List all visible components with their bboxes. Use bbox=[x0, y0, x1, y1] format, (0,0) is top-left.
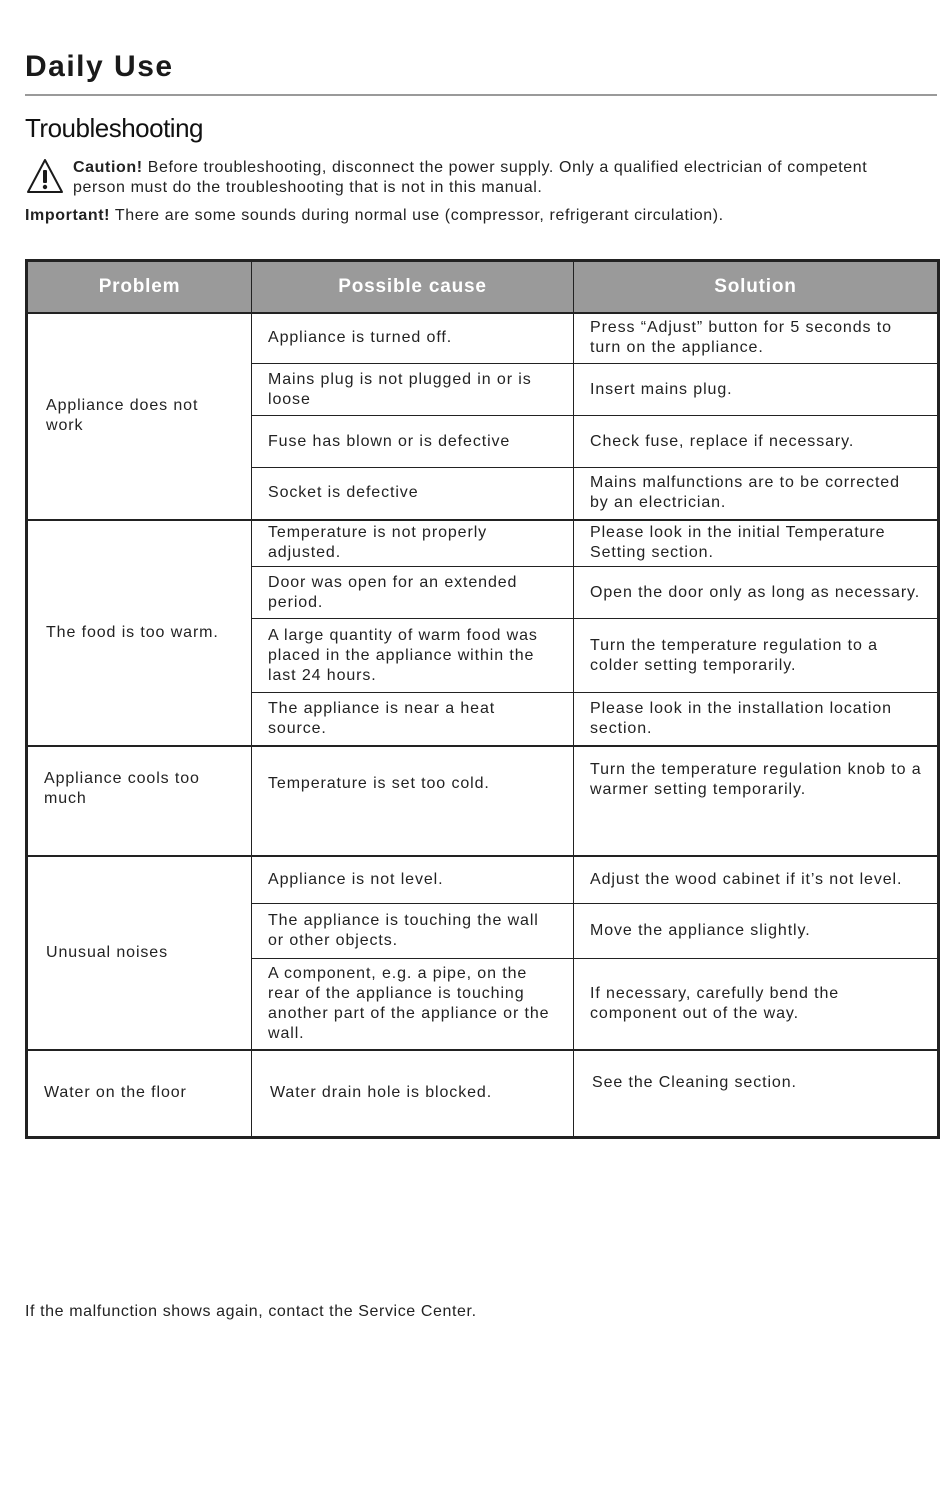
cause-cell: Water drain hole is blocked. bbox=[252, 1050, 574, 1138]
solution-cell: Press “Adjust” button for 5 seconds to turn on the appliance. bbox=[574, 313, 939, 364]
caution-body: Before troubleshooting, disconnect the power supply. Only a qualified electrician of competent person must do the troubleshooting that is not in this manual. bbox=[73, 159, 868, 196]
warning-triangle-icon bbox=[26, 158, 64, 194]
cause-cell: Appliance is turned off. bbox=[252, 313, 574, 364]
solution-cell: Please look in the initial Temperature Setting section. bbox=[574, 520, 939, 567]
table-row bbox=[27, 1050, 939, 1138]
table-header-row bbox=[27, 261, 939, 313]
solution-cell: Mains malfunctions are to be corrected by an electrician. bbox=[574, 468, 939, 520]
solution-cell: If necessary, carefully bend the component out of the way. bbox=[574, 959, 939, 1050]
problem-cell: Appliance does not work bbox=[27, 313, 252, 520]
caution-notice bbox=[73, 158, 913, 198]
important-label: Important! bbox=[25, 207, 111, 224]
cause-cell: Fuse has blown or is defective bbox=[252, 416, 574, 468]
cause-cell: A large quantity of warm food was placed in the appliance within the last 24 hours. bbox=[252, 619, 574, 693]
title-divider bbox=[25, 94, 937, 96]
cause-cell: A component, e.g. a pipe, on the rear of the appliance is touching another part of the appliance or the wall. bbox=[252, 959, 574, 1050]
important-notice bbox=[25, 206, 925, 226]
column-header-problem: Problem bbox=[27, 261, 252, 313]
cause-cell: Door was open for an extended period. bbox=[252, 567, 574, 619]
solution-cell: Move the appliance slightly. bbox=[574, 904, 939, 959]
cause-cell: Appliance is not level. bbox=[252, 856, 574, 904]
problem-cell: Water on the floor bbox=[27, 1050, 252, 1138]
page-title: Daily Use bbox=[25, 50, 174, 83]
footer-note: If the malfunction shows again, contact the Service Center. bbox=[25, 1303, 477, 1320]
cause-cell: The appliance is touching the wall or other objects. bbox=[252, 904, 574, 959]
solution-cell: See the Cleaning section. bbox=[574, 1050, 939, 1138]
problem-cell: The food is too warm. bbox=[27, 520, 252, 746]
column-header-cause: Possible cause bbox=[252, 261, 574, 313]
cause-cell: Temperature is set too cold. bbox=[252, 746, 574, 856]
solution-cell: Turn the temperature regulation knob to a warmer setting temporarily. bbox=[574, 746, 939, 856]
table-row bbox=[27, 746, 939, 856]
cause-cell: The appliance is near a heat source. bbox=[252, 693, 574, 746]
table-row bbox=[27, 520, 939, 567]
table-row bbox=[27, 856, 939, 904]
troubleshooting-table bbox=[25, 259, 940, 1139]
important-body: There are some sounds during normal use (compressor, refrigerant circulation). bbox=[110, 207, 724, 224]
table-row bbox=[27, 313, 939, 364]
problem-cell: Unusual noises bbox=[27, 856, 252, 1050]
solution-cell: Open the door only as long as necessary. bbox=[574, 567, 939, 619]
problem-cell: Appliance cools too much bbox=[27, 746, 252, 856]
solution-cell: Please look in the installation location section. bbox=[574, 693, 939, 746]
caution-label: Caution! bbox=[73, 159, 143, 176]
cause-cell: Socket is defective bbox=[252, 468, 574, 520]
solution-cell: Check fuse, replace if necessary. bbox=[574, 416, 939, 468]
section-heading: Troubleshooting bbox=[25, 113, 203, 143]
cause-cell: Temperature is not properly adjusted. bbox=[252, 520, 574, 567]
solution-cell: Turn the temperature regulation to a colder setting temporarily. bbox=[574, 619, 939, 693]
column-header-solution: Solution bbox=[574, 261, 939, 313]
cause-cell: Mains plug is not plugged in or is loose bbox=[252, 364, 574, 416]
solution-cell: Adjust the wood cabinet if it’s not level. bbox=[574, 856, 939, 904]
solution-cell: Insert mains plug. bbox=[574, 364, 939, 416]
